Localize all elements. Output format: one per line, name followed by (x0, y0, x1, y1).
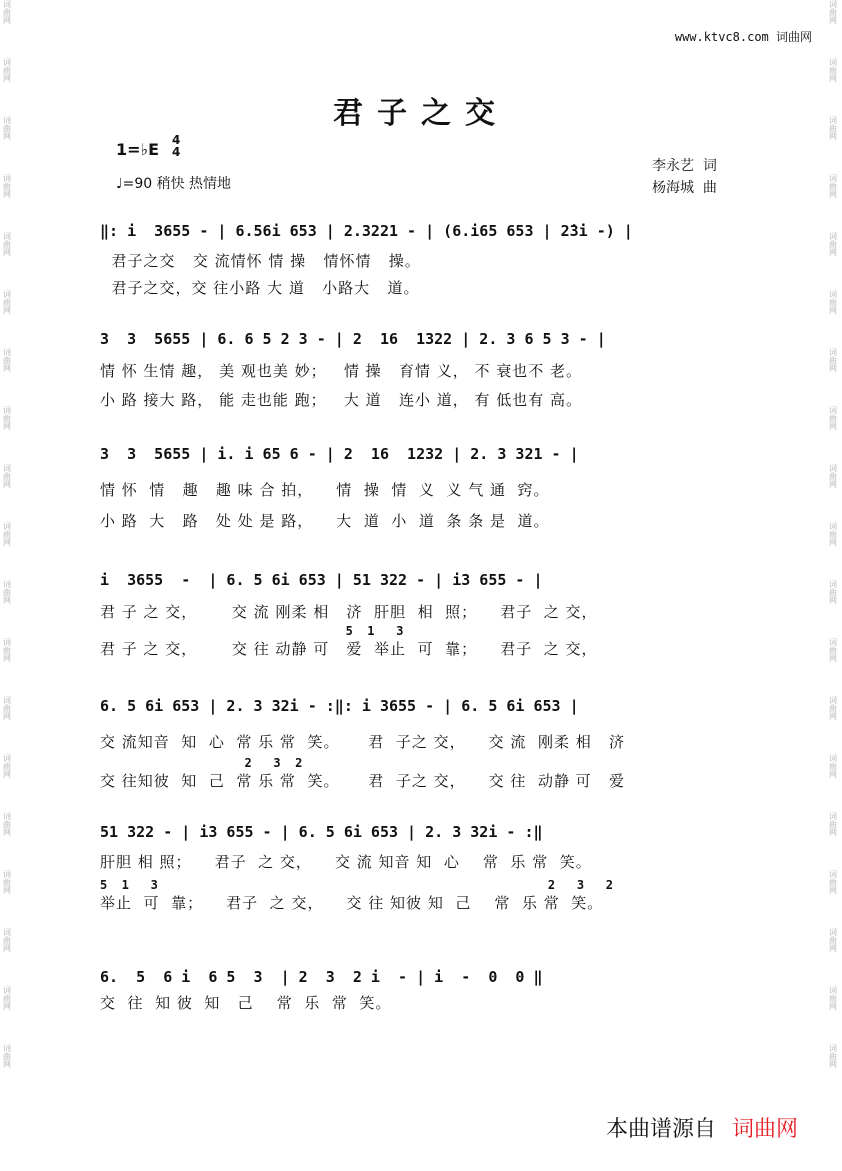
watermark-text: 词曲网 (2, 464, 12, 488)
source-credit (606, 1112, 798, 1143)
credits (652, 155, 717, 199)
lyric-line: 情 怀 情 趣 趣 味 合 拍， 情 操 情 义 义 气 通 窍。 (100, 481, 550, 499)
source-prefix: 本曲谱源自 (605, 1117, 716, 1142)
watermark-text: 词曲网 (828, 406, 838, 430)
watermark-text: 词曲网 (828, 290, 838, 314)
lyric-line: 君子之交 交 流情怀 情 操 情怀情 操。 (100, 252, 421, 270)
notes-line: 3 3 5655 | 6. 6 5 2 3 - | 2 16 1322 | 2. 3 6 5 3 - | (100, 330, 606, 348)
alt-notes-line: 5 1 3 2 3 2 (100, 878, 613, 892)
watermark-text: 词曲网 (828, 580, 838, 604)
notes-line: 51 322 - | i3 655 - | 6. 5 6i 653 | 2. 3 32i - :‖ (100, 823, 543, 841)
watermark-text: 词曲网 (828, 1044, 838, 1068)
system-1 (100, 222, 740, 298)
watermark-text: 词曲网 (2, 116, 12, 140)
watermark-text: 词曲网 (828, 986, 838, 1010)
system-3 (100, 445, 740, 531)
time-signature (172, 134, 180, 158)
watermark-text: 词曲网 (2, 638, 12, 662)
lyric-line: 交 流知音 知 心 常 乐 常 笑。 君 子之 交， 交 流 刚柔 相 济 (100, 733, 626, 751)
watermark-text: 词曲网 (828, 754, 838, 778)
watermark-text: 词曲网 (2, 406, 12, 430)
watermark-text: 词曲网 (2, 1044, 12, 1068)
site-url[interactable]: www.ktvc8.com 词曲网 (674, 30, 812, 44)
watermark-text: 词曲网 (828, 348, 838, 372)
watermark-text: 词曲网 (2, 928, 12, 952)
time-top: 4 (172, 133, 181, 147)
watermark-text: 词曲网 (2, 232, 12, 256)
watermark-text: 词曲网 (828, 232, 838, 256)
watermark-text: 词曲网 (2, 348, 12, 372)
alt-notes-line: 2 3 2 (100, 756, 303, 770)
song-title: 君子之交 (333, 96, 509, 131)
watermark-text: 词曲网 (2, 174, 12, 198)
notes-line: i 3655 - | 6. 5 6i 653 | 51 322 - | i3 655 - | (100, 571, 543, 589)
lyric-line: 小 路 大 路 处 处 是 路， 大 道 小 道 条 条 是 道。 (100, 512, 550, 530)
lyric-line: 小 路 接大 路， 能 走也能 跑； 大 道 连小 道， 有 低也有 高。 (100, 391, 583, 409)
system-2 (100, 330, 740, 410)
notes-line: 6. 5 6i 653 | 2. 3 32i - :‖: i 3655 - | 6. 5 6i 653 | (100, 697, 579, 715)
watermark-text: 词曲网 (2, 580, 12, 604)
system-5 (100, 697, 740, 791)
notes-line: 3 3 5655 | i. i 65 6 - | 2 16 1232 | 2. 3 321 - | (100, 445, 579, 463)
watermark-text: 词曲网 (828, 696, 838, 720)
alt-notes-line: 5 1 3 (100, 624, 404, 638)
watermark-text: 词曲网 (828, 0, 838, 24)
watermark-text: 词曲网 (828, 174, 838, 198)
watermark-text: 词曲网 (2, 812, 12, 836)
lyric-line: 君子之交，交 往小路 大 道 小路大 道。 (100, 279, 420, 297)
watermark-text: 词曲网 (2, 870, 12, 894)
key-signature: 1=♭E (116, 140, 160, 159)
watermark-text: 词曲网 (828, 464, 838, 488)
watermark-text: 词曲网 (2, 0, 12, 24)
lyric-line: 君 子 之 交， 交 流 刚柔 相 济 肝胆 相 照； 君子 之 交， (100, 603, 598, 621)
source-brand-link[interactable]: 词曲网 (731, 1117, 798, 1142)
watermark-text: 词曲网 (828, 870, 838, 894)
watermark-text: 词曲网 (828, 522, 838, 546)
lyric-line: 情 怀 生情 趣， 美 观也美 妙； 情 操 育情 义， 不 衰也不 老。 (100, 362, 583, 380)
lyric-line: 举止 可 靠； 君子 之 交， 交 往 知彼 知 己 常 乐 常 笑。 (100, 894, 604, 912)
lyric-line: 君 子 之 交， 交 往 动静 可 爱 举止 可 靠； 君子 之 交， (100, 640, 598, 658)
time-bottom: 4 (172, 145, 181, 159)
watermark-text: 词曲网 (828, 812, 838, 836)
watermark-text: 词曲网 (2, 696, 12, 720)
watermark-text: 词曲网 (2, 58, 12, 82)
system-7 (100, 968, 740, 1013)
watermark-text: 词曲网 (828, 638, 838, 662)
watermark-text: 词曲网 (2, 986, 12, 1010)
lyricist: 李永艺 词 (652, 158, 717, 174)
left-watermark-strip (0, 0, 14, 1171)
system-6 (100, 823, 740, 913)
watermark-text: 词曲网 (828, 116, 838, 140)
watermark-text: 词曲网 (828, 928, 838, 952)
right-watermark-strip (826, 0, 840, 1171)
notes-line: ‖: i 3655 - | 6.56i 653 | 2.3221 - | (6.i65 653 | 2̇3̇i -) | (100, 222, 633, 240)
lyric-line: 交 往知彼 知 己 常 乐 常 笑。 君 子之 交， 交 往 动静 可 爱 (100, 772, 626, 790)
lyric-line: 交 往 知 彼 知 己 常 乐 常 笑。 (100, 994, 392, 1012)
lyric-line: 肝胆 相 照； 君子 之 交， 交 流 知音 知 心 常 乐 常 笑。 (100, 853, 592, 871)
tempo-marking: ♩=90 稍快 热情地 (116, 176, 232, 192)
watermark-text: 词曲网 (2, 290, 12, 314)
watermark-text: 词曲网 (2, 754, 12, 778)
watermark-text: 词曲网 (828, 58, 838, 82)
watermark-text: 词曲网 (2, 522, 12, 546)
notes-line: 6. 5 6 i 6 5 3 | 2 3 2 i - | i - 0 0 ‖ (100, 968, 543, 986)
system-4 (100, 571, 740, 659)
composer: 杨海城 曲 (652, 180, 717, 196)
